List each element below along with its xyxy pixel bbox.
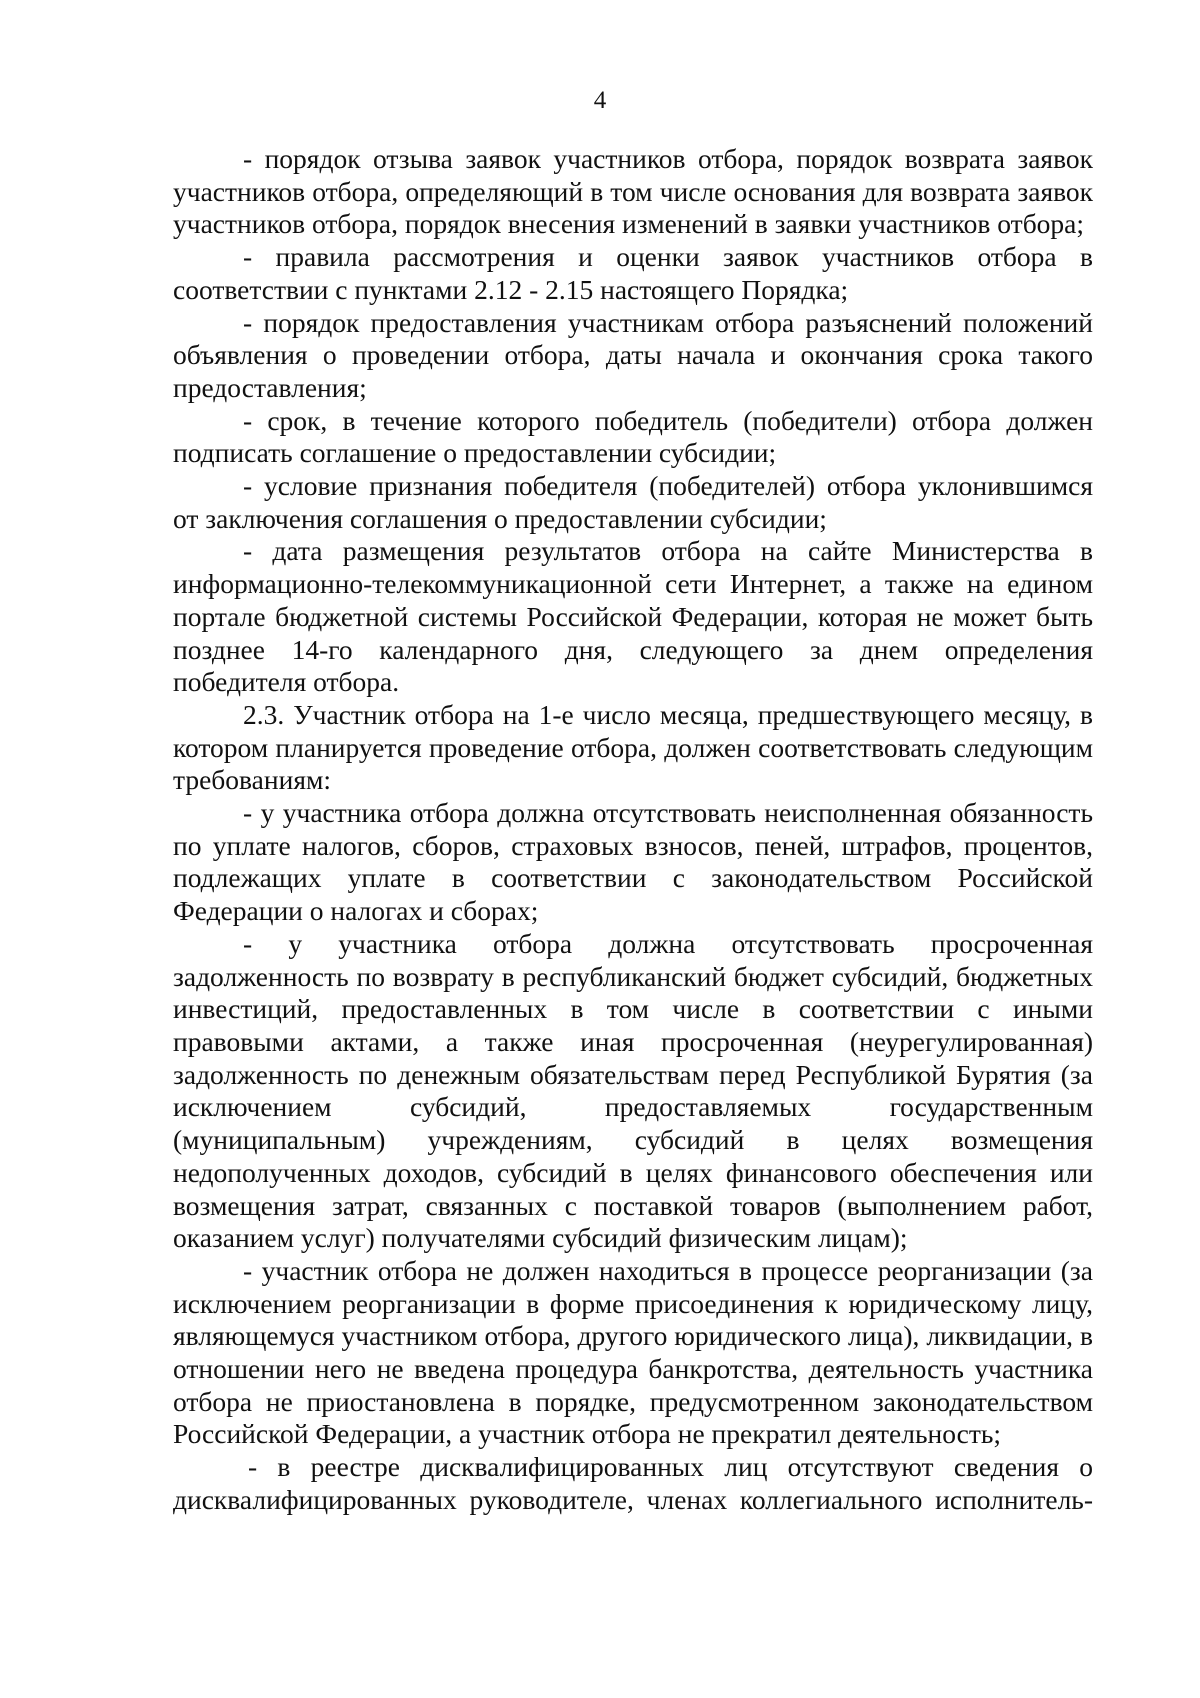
paragraph-review-rules: - правила рассмотрения и оценки заявок участников отбора в соответствии с пунктами 2.12 - 2.15 настоящего Порядка; xyxy=(173,241,1093,305)
paragraph-clarification-procedure: - порядок предоставления участникам отбора разъяснений положений объявления о проведении отбора, даты начала и окончания срока такого предоставления; xyxy=(173,306,1093,403)
page-number: 4 xyxy=(593,87,607,114)
paragraph-tax-obligations: - у участника отбора должна отсутствовать неисполненная обязанность по уплате налогов, сборов, страховых взносов, пеней, штрафов, процентов, подлежащих уплате в соответствии с законодательством Российской Федерации о налогах и сборах; xyxy=(173,797,1093,927)
paragraph-reorganization: - участник отбора не должен находиться в процессе реорганизации (за исключением реорганизации в форме присоединения к юридическому лицу, являющемуся участником отбора, другого юридического лица), ликвидации, в отношении него не введена процедура банкротства, деятельность участника отбора не приостановлена в порядке, предусмотренном законодательством Российской Федерации, а участник отбора не прекратил деятельность; xyxy=(173,1254,1093,1450)
paragraph-section-2-3: 2.3. Участник отбора на 1-е число месяца, предшествующего месяцу, в котором планируется проведение отбора, должен соответствовать следующим требованиям: xyxy=(173,698,1093,796)
paragraph-results-publication: - дата размещения результатов отбора на сайте Министерства в информационно-телекоммуникационной сети Интернет, а также на едином портале бюджетной системы Российской Федерации, которая не может быть позднее 14-го календарного дня, следующего за днем определения победителя отбора. xyxy=(173,535,1093,698)
document-body xyxy=(173,143,1093,1517)
paragraph-withdrawal-procedure: - порядок отзыва заявок участников отбора, порядок возврата заявок участников отбора, определяющий в том числе основания для возврата заявок участников отбора, порядок внесения изменений в заявки участников отбора; xyxy=(173,143,1093,240)
paragraph-evasion-condition: - условие признания победителя (победителей) отбора уклонившимся от заключения соглашения о предоставлении субсидии; xyxy=(173,470,1093,534)
paragraph-overdue-debt: - у участника отбора должна отсутствовать просроченная задолженность по возврату в республиканский бюджет субсидий, бюджетных инвестиций, предоставленных в том числе в соответствии с иными правовыми актами, а также иная просроченная (неурегулированная) задолженность по денежным обязательствам перед Республикой Бурятия (за исключением субсидий, предоставляемых государственным (муниципальным) учреждениям, субсидий в целях возмещения недополученных доходов, субсидий в целях финансового обеспечения или возмещения затрат, связанных с поставкой товаров (выполнением работ, оказанием услуг) получателями субсидий физическим лицам); xyxy=(173,927,1093,1254)
paragraph-disqualified-registry: - в реестре дисквалифицированных лиц отсутствуют сведения о дисквалифицированных руководителе, членах коллегиального исполнитель- xyxy=(173,1451,1093,1515)
paragraph-agreement-deadline: - срок, в течение которого победитель (победители) отбора должен подписать соглашение о предоставлении субсидии; xyxy=(173,404,1093,469)
